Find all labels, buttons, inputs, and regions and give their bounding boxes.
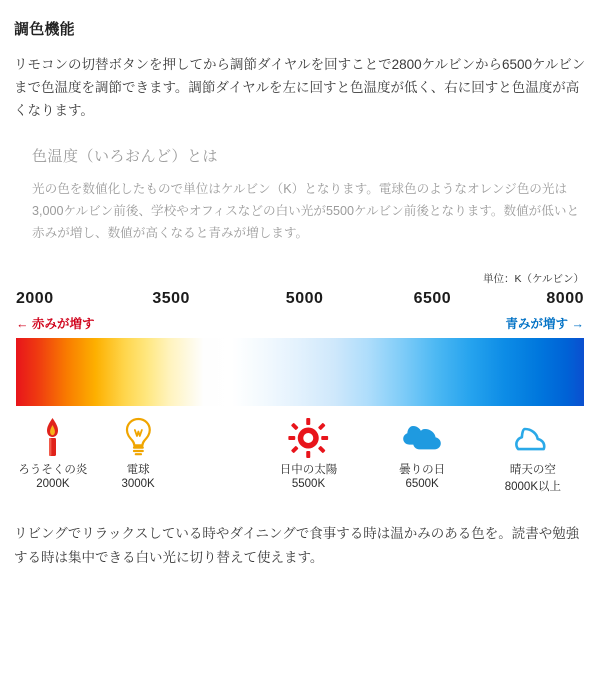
clear-sky-cloud-icon <box>505 414 561 458</box>
page-title: 調色機能 <box>14 21 75 38</box>
definition-title: 色温度（いろおんど）とは <box>32 147 219 165</box>
example-cloudy <box>399 414 445 490</box>
kelvin-scale <box>14 271 586 506</box>
unit-label: 単位：K（ケルビン） <box>483 272 584 285</box>
example-sun <box>280 414 338 490</box>
example-clear-sky <box>505 414 561 494</box>
scale-ticks <box>16 290 584 312</box>
example-label: 曇りの日 <box>399 463 446 476</box>
example-candle <box>18 414 87 490</box>
scale-tick: 5000 <box>285 289 324 307</box>
scale-tick: 6500 <box>413 289 452 307</box>
definition-block <box>14 145 586 245</box>
candle-flame-icon <box>18 414 87 458</box>
cloudy-icon <box>399 414 445 458</box>
example-label: ろうそくの炎 <box>18 463 88 476</box>
example-kelvin: 3000K <box>121 477 155 490</box>
sun-icon <box>280 414 338 458</box>
warm-direction-label: ← 赤みが増す <box>16 316 95 331</box>
example-label: 晴天の空 <box>509 463 556 476</box>
footer-paragraph: リビングでリラックスしている時やダイニングで食事する時は温かみのある色を。読書や勉強する時は集中できる白い光に切り替えて使えます。 <box>14 525 580 565</box>
example-label: 電球 <box>126 463 150 476</box>
example-kelvin: 8000K以上 <box>504 480 562 493</box>
color-temperature-gradient <box>16 338 584 406</box>
color-temperature-page <box>0 18 600 673</box>
icon-examples-row <box>16 414 584 506</box>
example-kelvin: 2000K <box>36 477 70 490</box>
scale-tick: 8000 <box>546 289 584 307</box>
scale-arrows <box>16 314 584 332</box>
example-bulb <box>121 414 154 490</box>
definition-body: 光の色を数値化したもので単位はケルビン（K）となります。電球色のようなオレンジ色の光は3,000ケルビン前後、学校やオフィスなどの白い光が5500ケルビン前後となります。数値が低いと赤みが増し、数値が高くなると青みが増します。 <box>32 181 580 241</box>
example-kelvin: 6500K <box>405 477 439 490</box>
scale-tick: 2000 <box>16 289 54 307</box>
example-label: 日中の太陽 <box>279 463 338 476</box>
scale-tick: 3500 <box>152 289 190 307</box>
example-kelvin: 5500K <box>291 477 326 490</box>
cool-direction-label: 青みが増す → <box>505 316 584 331</box>
lead-paragraph: リモコンの切替ボタンを押してから調節ダイヤルを回すことで2800ケルビンから6500ケルビンまで色温度を調節できます。調節ダイヤルを左に回すと色温度が低く、右に回すと色温度が高くなります。 <box>14 57 586 119</box>
light-bulb-icon <box>121 414 154 458</box>
